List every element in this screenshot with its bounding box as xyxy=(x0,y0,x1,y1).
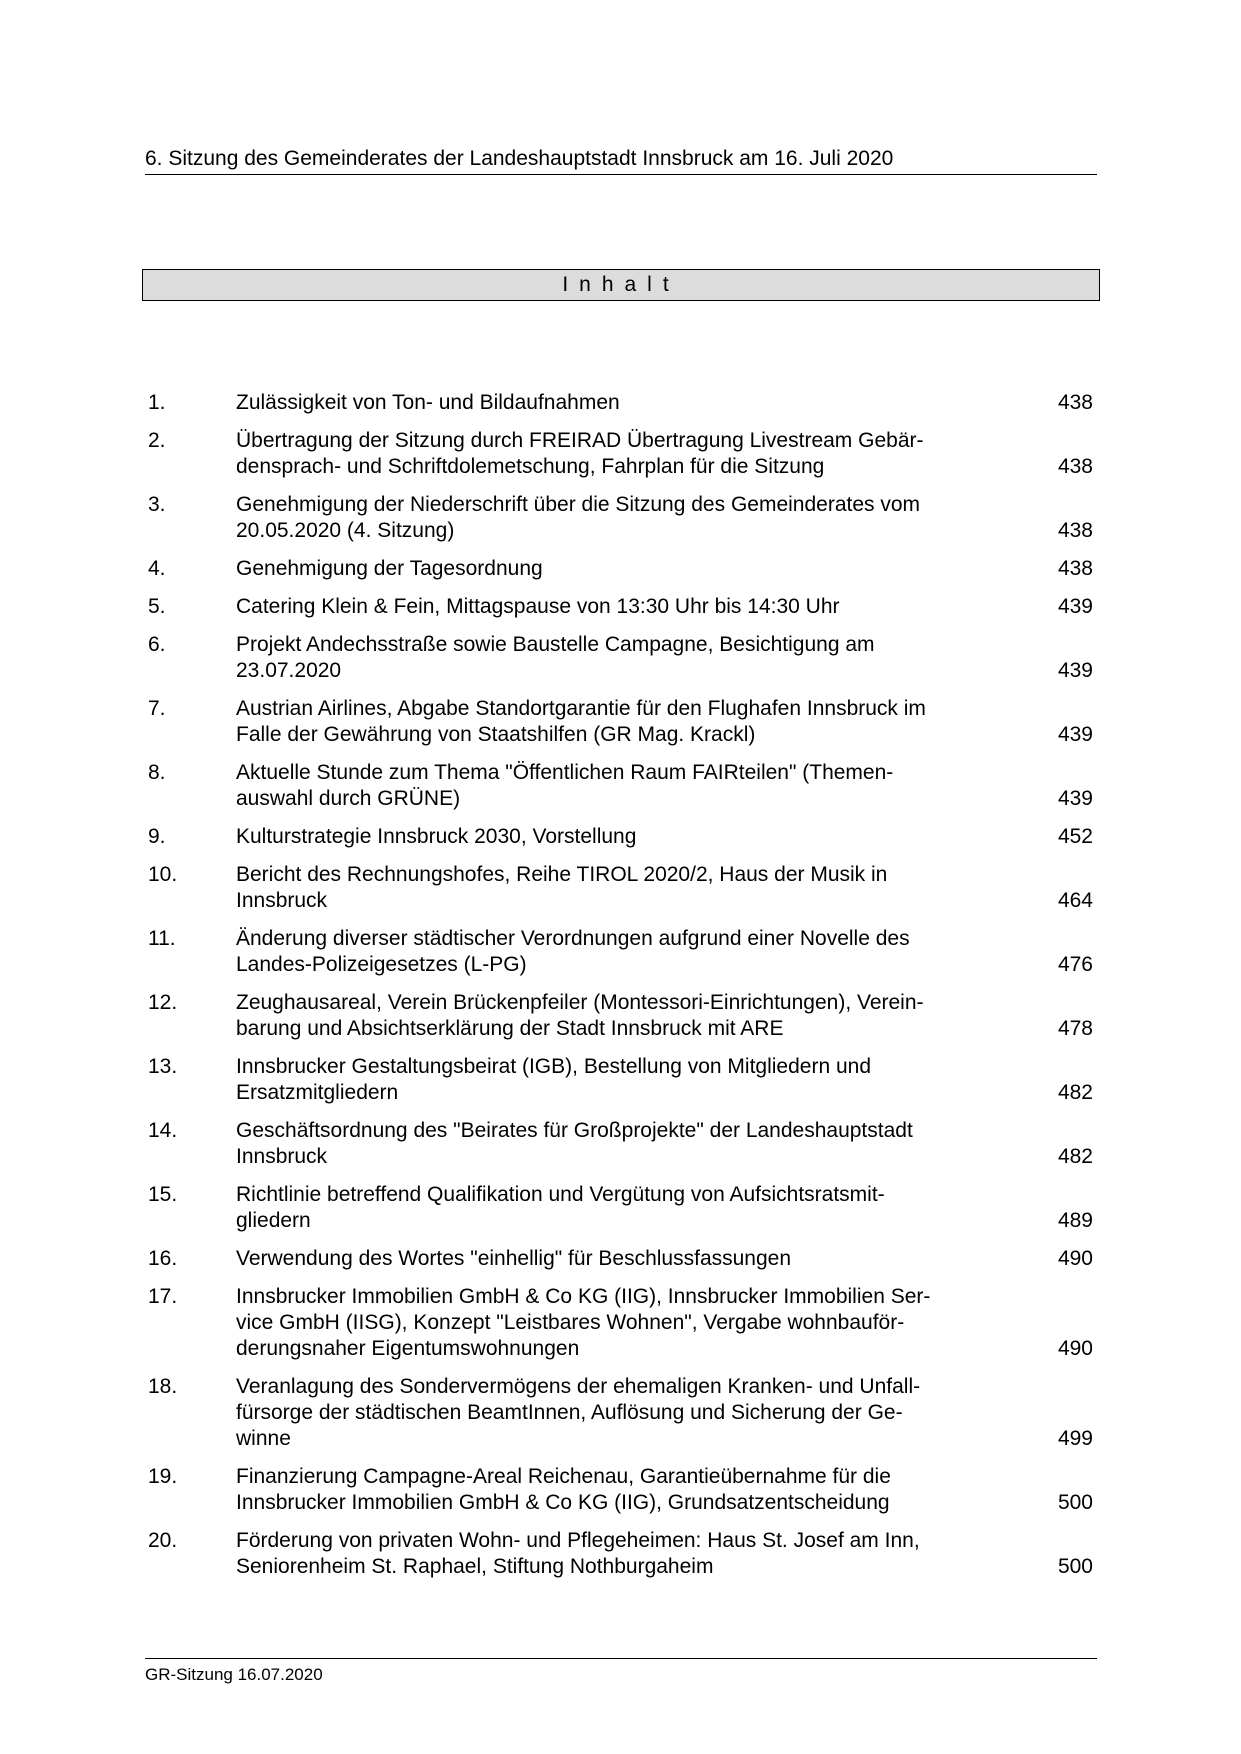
toc-entry-number: 8. xyxy=(148,761,166,784)
toc-entry-title-line: Innsbrucker Gestaltungsbeirat (IGB), Bestellung von Mitgliedern und xyxy=(236,1055,871,1078)
toc-entry-title xyxy=(236,824,1006,850)
toc-entry-title-line: 20.05.2020 (4. Sitzung) xyxy=(236,519,455,542)
toc-entry-title xyxy=(236,990,1006,1042)
toc-entry-title-line: auswahl durch GRÜNE) xyxy=(236,787,461,810)
toc-entry-title-line: Kulturstrategie Innsbruck 2030, Vorstellung xyxy=(236,825,637,848)
toc-entry-title xyxy=(236,1464,1006,1516)
toc-entry-page: 500 xyxy=(1057,1491,1093,1514)
toc-entry-title-line: derungsnaher Eigentumswohnungen xyxy=(236,1337,580,1360)
toc-entry-page: 439 xyxy=(1057,787,1093,810)
toc-entry-title xyxy=(236,1054,1006,1106)
table-of-contents xyxy=(148,390,1097,1592)
toc-entry-number: 2. xyxy=(148,429,166,452)
page-footer: GR-Sitzung 16.07.2020 xyxy=(145,1658,1097,1685)
toc-entry-title-line: Innsbrucker Immobilien GmbH & Co KG (IIG), Innsbrucker Immobilien Ser- xyxy=(236,1285,931,1308)
toc-entry-page: 439 xyxy=(1057,595,1093,618)
toc-entry-title-line: Austrian Airlines, Abgabe Standortgarantie für den Flughafen Innsbruck im xyxy=(236,697,926,720)
toc-entry xyxy=(148,594,1097,620)
page-header: 6. Sitzung des Gemeinderates der Landeshauptstadt Innsbruck am 16. Juli 2020 xyxy=(145,146,1097,175)
toc-entry-title-line: Genehmigung der Niederschrift über die Sitzung des Gemeinderates vom xyxy=(236,493,921,516)
toc-entry-number: 16. xyxy=(148,1247,178,1270)
toc-entry-title xyxy=(236,390,1006,416)
toc-entry-page: 482 xyxy=(1057,1081,1093,1104)
toc-entry-page: 490 xyxy=(1057,1247,1093,1270)
toc-entry-title-line: barung und Absichtserklärung der Stadt Innsbruck mit ARE xyxy=(236,1017,784,1040)
toc-entry xyxy=(148,1528,1097,1580)
toc-entry-page: 476 xyxy=(1057,953,1093,976)
toc-entry xyxy=(148,1464,1097,1516)
toc-entry-title-line: Genehmigung der Tagesordnung xyxy=(236,557,543,580)
toc-entry-title xyxy=(236,492,1006,544)
toc-entry xyxy=(148,1182,1097,1234)
toc-entry-title-line: Innsbruck xyxy=(236,1145,328,1168)
toc-entry-page: 489 xyxy=(1057,1209,1093,1232)
toc-entry-page: 452 xyxy=(1057,825,1093,848)
toc-entry-number: 4. xyxy=(148,557,166,580)
toc-entry-title-line: fürsorge der städtischen BeamtInnen, Auflösung und Sicherung der Ge- xyxy=(236,1401,903,1424)
toc-entry-title xyxy=(236,696,1006,748)
toc-entry-number: 17. xyxy=(148,1285,178,1308)
toc-entry-page: 478 xyxy=(1057,1017,1093,1040)
toc-title-box xyxy=(142,269,1100,301)
toc-entry xyxy=(148,760,1097,812)
toc-entry-page: 438 xyxy=(1057,519,1093,542)
toc-entry-title-line: Innsbruck xyxy=(236,889,328,912)
toc-entry-title-line: Förderung von privaten Wohn- und Pflegeheimen: Haus St. Josef am Inn, xyxy=(236,1529,920,1552)
toc-entry-title-line: Finanzierung Campagne-Areal Reichenau, Garantieübernahme für die xyxy=(236,1465,891,1488)
toc-entry xyxy=(148,862,1097,914)
toc-entry-title xyxy=(236,1118,1006,1170)
toc-entry-title-line: Innsbrucker Immobilien GmbH & Co KG (IIG), Grundsatzentscheidung xyxy=(236,1491,890,1514)
toc-entry-number: 12. xyxy=(148,991,178,1014)
toc-entry-number: 11. xyxy=(148,927,176,950)
toc-entry-number: 19. xyxy=(148,1465,178,1488)
toc-entry-title xyxy=(236,1182,1006,1234)
toc-entry-number: 7. xyxy=(148,697,166,720)
toc-entry-title-line: winne xyxy=(236,1427,291,1450)
toc-entry-title-line: Richtlinie betreffend Qualifikation und Vergütung von Aufsichtsratsmit- xyxy=(236,1183,885,1206)
toc-entry-title xyxy=(236,428,1006,480)
toc-entry-page: 439 xyxy=(1057,723,1093,746)
toc-entry-page: 464 xyxy=(1057,889,1093,912)
toc-entry xyxy=(148,632,1097,684)
toc-entry-title-line: Übertragung der Sitzung durch FREIRAD Übertragung Livestream Gebär- xyxy=(236,429,924,452)
toc-entry-number: 18. xyxy=(148,1375,178,1398)
toc-entry xyxy=(148,1118,1097,1170)
toc-entry-number: 10. xyxy=(148,863,178,886)
toc-entry xyxy=(148,390,1097,416)
toc-entry-number: 9. xyxy=(148,825,166,848)
toc-entry-title xyxy=(236,1284,1006,1362)
toc-entry-title-line: Verwendung des Wortes "einhellig" für Beschlussfassungen xyxy=(236,1247,792,1270)
toc-entry-page: 438 xyxy=(1057,391,1093,414)
toc-entry xyxy=(148,1054,1097,1106)
toc-entry xyxy=(148,556,1097,582)
toc-entry-title-line: Ersatzmitgliedern xyxy=(236,1081,399,1104)
toc-entry-title-line: Veranlagung des Sondervermögens der ehemaligen Kranken- und Unfall- xyxy=(236,1375,921,1398)
toc-entry xyxy=(148,696,1097,748)
toc-entry-title-line: Bericht des Rechnungshofes, Reihe TIROL 2020/2, Haus der Musik in xyxy=(236,863,888,886)
toc-entry-number: 1. xyxy=(148,391,166,414)
toc-title: Inhalt xyxy=(562,273,680,296)
toc-entry-number: 6. xyxy=(148,633,166,656)
toc-entry-title-line: Änderung diverser städtischer Verordnungen aufgrund einer Novelle des xyxy=(236,927,910,950)
toc-entry-page: 500 xyxy=(1057,1555,1093,1578)
toc-entry-title-line: Catering Klein & Fein, Mittagspause von 13:30 Uhr bis 14:30 Uhr xyxy=(236,595,840,618)
toc-entry-page: 438 xyxy=(1057,455,1093,478)
toc-entry-title-line: 23.07.2020 xyxy=(236,659,342,682)
toc-entry xyxy=(148,990,1097,1042)
toc-entry-title-line: Zeughausareal, Verein Brückenpfeiler (Montessori-Einrichtungen), Verein- xyxy=(236,991,924,1014)
toc-entry xyxy=(148,824,1097,850)
toc-entry-page: 439 xyxy=(1057,659,1093,682)
toc-entry-title xyxy=(236,926,1006,978)
toc-entry-page: 499 xyxy=(1057,1427,1093,1450)
toc-entry-title-line: gliedern xyxy=(236,1209,311,1232)
toc-entry-title-line: Landes-Polizeigesetzes (L-PG) xyxy=(236,953,527,976)
toc-entry-title xyxy=(236,760,1006,812)
toc-entry-title xyxy=(236,1374,1006,1452)
toc-entry xyxy=(148,926,1097,978)
toc-entry-number: 3. xyxy=(148,493,166,516)
toc-entry-title-line: Zulässigkeit von Ton- und Bildaufnahmen xyxy=(236,391,620,414)
toc-entry xyxy=(148,1246,1097,1272)
toc-entry-title-line: Geschäftsordnung des "Beirates für Großprojekte" der Landeshauptstadt xyxy=(236,1119,913,1142)
toc-entry xyxy=(148,1374,1097,1452)
toc-entry-title xyxy=(236,556,1006,582)
toc-entry-title-line: Seniorenheim St. Raphael, Stiftung Nothburgaheim xyxy=(236,1555,714,1578)
toc-entry-title-line: densprach- und Schriftdolemetschung, Fahrplan für die Sitzung xyxy=(236,455,825,478)
toc-entry-title xyxy=(236,594,1006,620)
toc-entry-title xyxy=(236,1528,1006,1580)
toc-entry-number: 13. xyxy=(148,1055,178,1078)
toc-entry-page: 482 xyxy=(1057,1145,1093,1168)
toc-entry-page: 490 xyxy=(1057,1337,1093,1360)
toc-entry-page: 438 xyxy=(1057,557,1093,580)
toc-entry-title xyxy=(236,862,1006,914)
toc-entry xyxy=(148,492,1097,544)
toc-entry xyxy=(148,428,1097,480)
toc-entry-title xyxy=(236,632,1006,684)
toc-entry-number: 5. xyxy=(148,595,166,618)
toc-entry-title-line: vice GmbH (IISG), Konzept "Leistbares Wohnen", Vergabe wohnbauför- xyxy=(236,1311,905,1334)
toc-entry-number: 15. xyxy=(148,1183,178,1206)
toc-entry-title-line: Aktuelle Stunde zum Thema "Öffentlichen Raum FAIRteilen" (Themen- xyxy=(236,761,894,784)
toc-entry-number: 20. xyxy=(148,1529,178,1552)
toc-entry xyxy=(148,1284,1097,1362)
toc-entry-title-line: Falle der Gewährung von Staatshilfen (GR Mag. Krackl) xyxy=(236,723,756,746)
toc-entry-number: 14. xyxy=(148,1119,178,1142)
toc-entry-title xyxy=(236,1246,1006,1272)
toc-entry-title-line: Projekt Andechsstraße sowie Baustelle Campagne, Besichtigung am xyxy=(236,633,875,656)
